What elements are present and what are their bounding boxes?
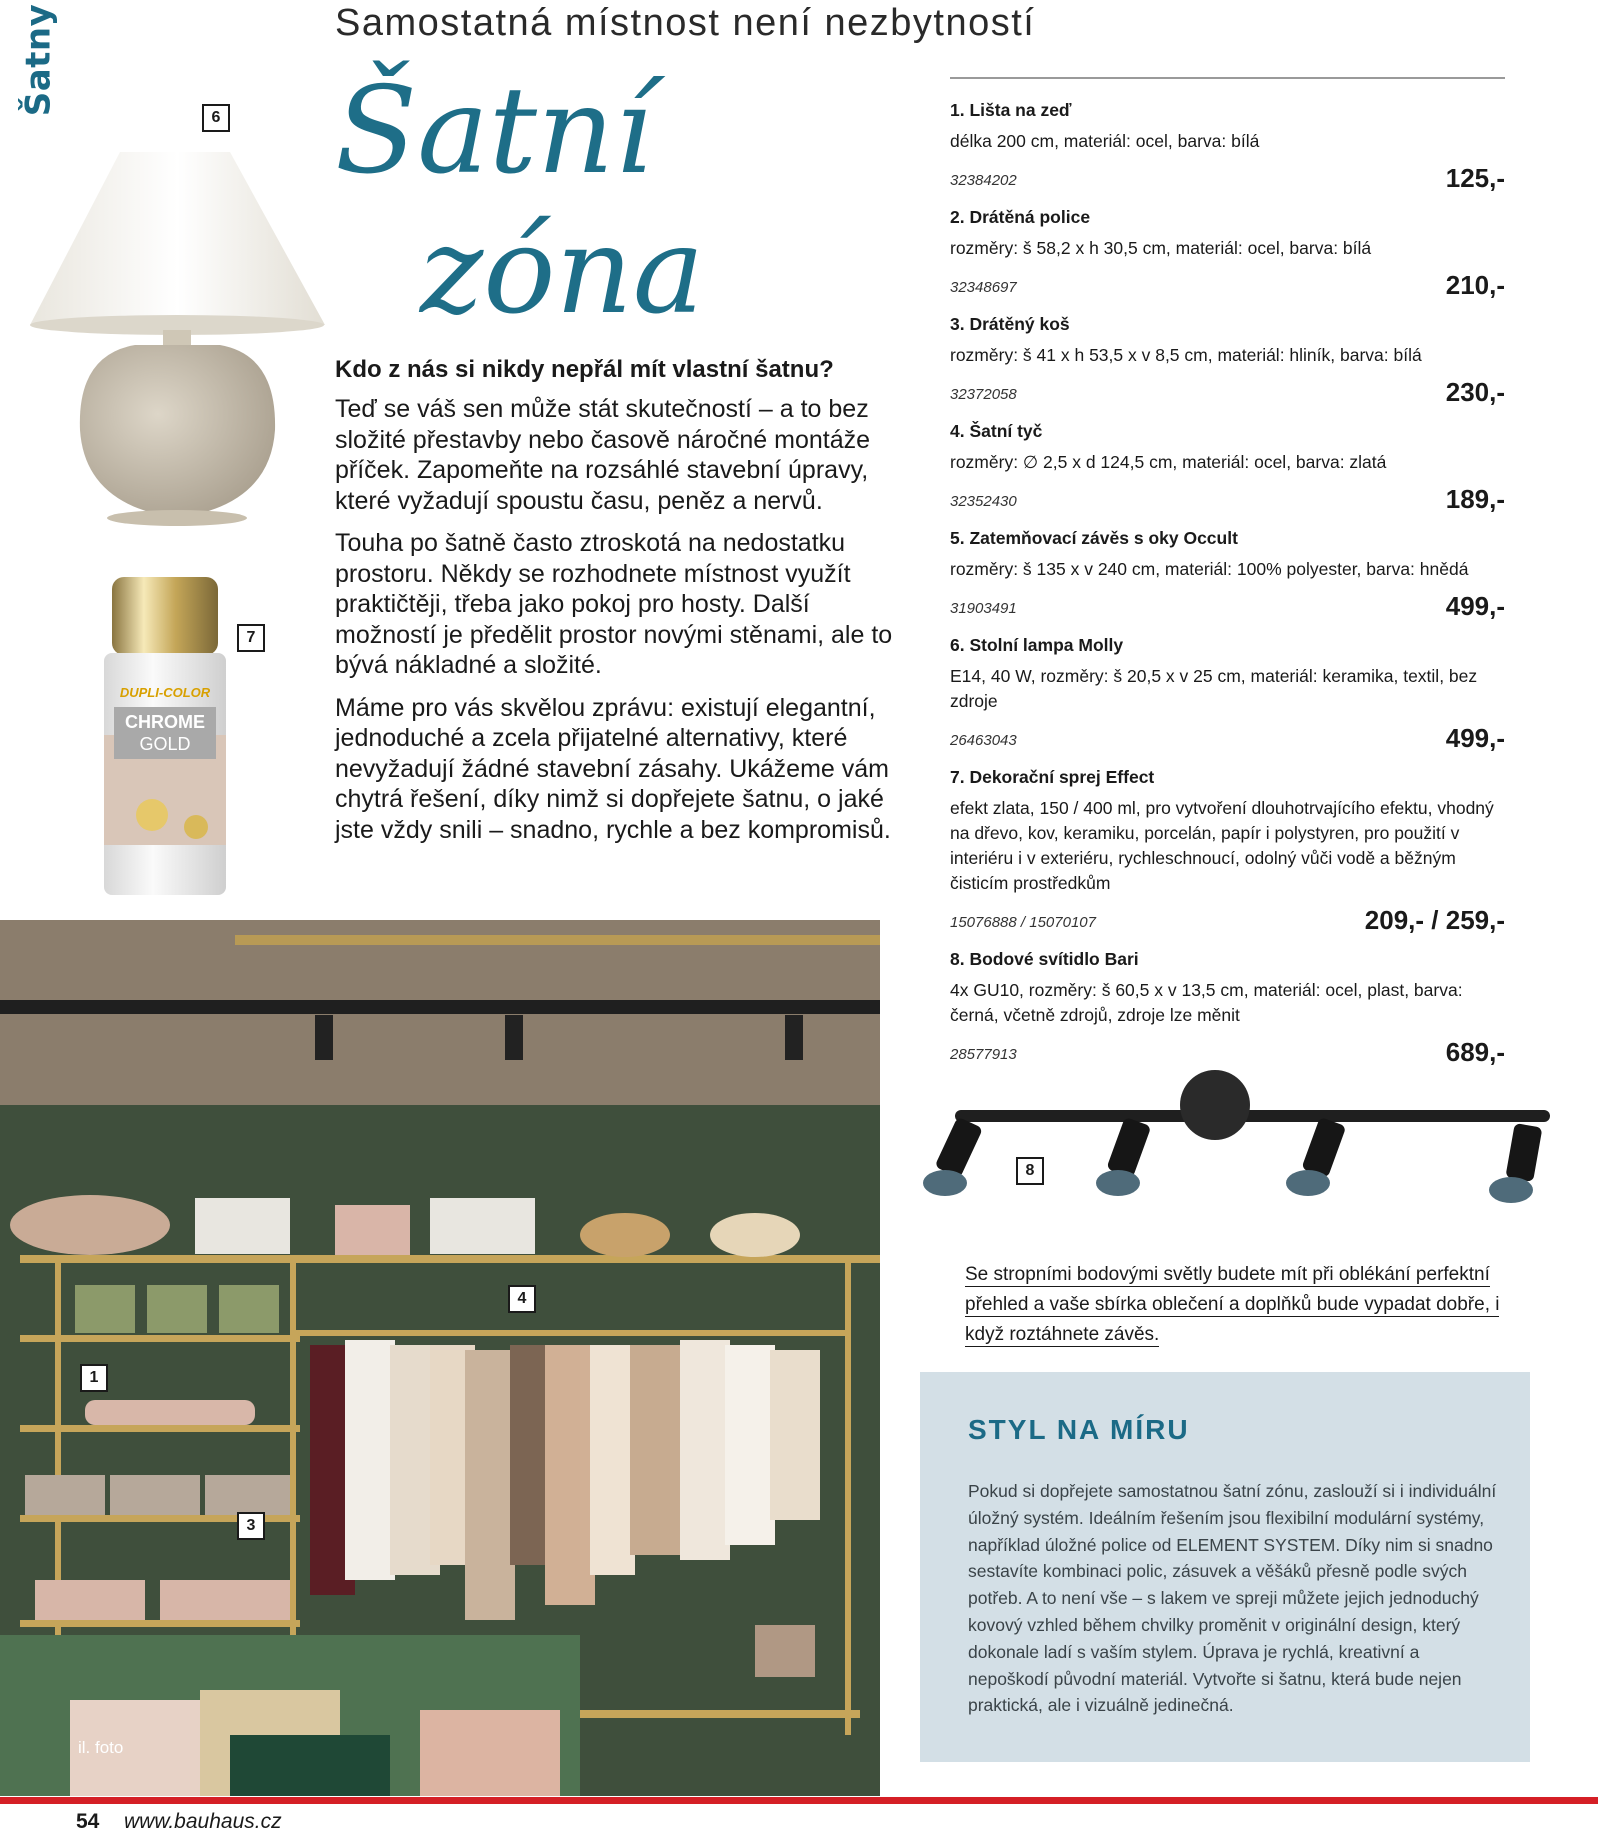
style-box-text: Pokud si dopřejete samostatnou šatní zónu, zaslouží si i individuální úložný systém. Ideálním řešením jsou flexibilní modulární systémy, například úložné police od ELEMENT SYSTEM. Díky nim si snadno sestavíte kombinaci polic, zásuvek a věšáků přesně podle svých potřeb. A to není vše – s lakem ve spreji můžete jejich jednoduchý kovový vzhled během chvilky proměnit v originální design, který dokonale ladí s vaším stylem. Úprava je rychlá, kreativní a nepoškodí původní materiál. Vytvořte si šatnu, která bude nejen praktická, ale i vizuálně jedinečná. [968,1481,1497,1716]
marker-7: 7 [237,624,265,652]
intro-paragraph-1: Teď se váš sen může stát skutečností – a to bez složité přestavby nebo časově náročné montáže příček. Zapomeňte na rozsáhlé stavební úpravy, které vyžadují spoustu času, peněz a nervů. [335,395,871,515]
photo-credit: il. foto [78,1738,124,1757]
intro-paragraph-2: Touha po šatně často ztroskotá na nedostatku prostoru. Někdy se rozhodnete místnost využít praktičtěji, třeba jako pokoj pro hosty. Další možností je předělit prostor novými stěnami, ale to bývá nákladné a složité. [335,529,893,679]
product-item [950,528,1505,622]
marker-1: 1 [80,1364,108,1392]
product-price: 189,- [1445,484,1505,514]
product-price: 689,- [1445,1037,1505,1067]
product-code: 26463043 [950,732,1017,749]
product-description: rozměry: š 135 x v 240 cm, materiál: 100% polyester, barva: hnědá [950,559,1469,579]
product-description: rozměry: š 58,2 x h 30,5 cm, materiál: ocel, barva: bílá [950,238,1372,258]
product-price: 209,- / 259,- [1364,905,1505,935]
product-code: 32372058 [950,386,1017,403]
product-list [950,100,1505,1081]
product-code: 31903491 [950,600,1017,617]
product-name: 2. Drátěná police [950,207,1091,227]
spray-brand: DUPLI-COLOR [119,685,211,700]
product-item [950,635,1505,754]
product-name: 3. Drátěný koš [950,314,1070,334]
wardrobe-photo [0,920,880,1796]
table-lamp-image [25,140,330,540]
product-description: délka 200 cm, materiál: ocel, barva: bílá [950,131,1260,151]
product-name: 7. Dekorační sprej Effect [950,767,1155,787]
lighting-caption: Se stropními bodovými světly budete mít při oblékání perfektní přehled a vaše sbírka oblečení a doplňků bude vypadat dobře, i když roztáhnete závěs. [965,1264,1500,1345]
intro-text [335,356,895,857]
product-price: 230,- [1445,377,1505,407]
divider [950,77,1505,79]
product-price: 125,- [1445,163,1505,193]
style-info-box [920,1372,1530,1762]
product-name: 6. Stolní lampa Molly [950,635,1124,655]
product-code: 32352430 [950,493,1017,510]
product-name: 1. Lišta na zeď [950,100,1072,120]
product-item [950,421,1505,515]
spray-can-image [100,575,230,900]
footer-bar [0,1797,1598,1804]
product-item [950,100,1505,194]
spray-label-line1: CHROME [125,712,205,732]
product-name: 8. Bodové svítidlo Bari [950,949,1139,969]
product-description: efekt zlata, 150 / 400 ml, pro vytvoření dlouhotrvajícího efektu, vhodný na dřevo, kov, keramiku, porcelán, papír i polystyren, pro použití v interiéru i v exteriéru, rychleschnoucí, odolný vůči vodě a běžným čisticím prostředkům [950,798,1494,893]
marker-6: 6 [202,104,230,132]
page-number: 54 [76,1810,100,1833]
product-description: rozměry: ∅ 2,5 x d 124,5 cm, materiál: ocel, barva: zlatá [950,452,1387,472]
product-price: 499,- [1445,723,1505,753]
product-price: 210,- [1445,270,1505,300]
marker-8: 8 [1016,1157,1044,1185]
marker-3: 3 [237,1512,265,1540]
product-code: 15076888 / 15070107 [950,914,1096,931]
product-description: 4x GU10, rozměry: š 60,5 x v 13,5 cm, materiál: ocel, plast, barva: černá, včetně zdrojů, zdroje lze měnit [950,980,1463,1025]
spray-label-line2: GOLD [139,734,191,754]
product-item [950,207,1505,301]
product-code: 28577913 [950,1046,1017,1063]
footer-url-link[interactable]: www.bauhaus.cz [124,1810,282,1833]
spotlight-bar-image [915,1065,1555,1225]
intro-heading: Kdo z nás si nikdy nepřál mít vlastní šatnu? [335,356,834,383]
product-code: 32348697 [950,279,1017,296]
product-item [950,314,1505,408]
product-price: 499,- [1445,591,1505,621]
page-title-line2: zóna [420,202,705,341]
product-name: 5. Zatemňovací závěs s oky Occult [950,528,1238,548]
section-label: Šatny [18,3,58,117]
product-name: 4. Šatní tyč [950,421,1043,441]
style-box-heading: STYL NA MÍRU [968,1414,1190,1445]
product-item [950,767,1505,936]
page-kicker: Samostatná místnost není nezbytností [335,2,1036,44]
product-description: rozměry: š 41 x h 53,5 x v 8,5 cm, materiál: hliník, barva: bílá [950,345,1422,365]
product-code: 32384202 [950,172,1017,189]
product-item [950,949,1505,1068]
intro-paragraph-3: Máme pro vás skvělou zprávu: existují elegantní, jednoduché a zcela přijatelné alternativy, které nevyžadují žádné stavební zásahy. Ukážeme vám chytrá řešení, díky nimž si dopřejete šatnu, o jaké jste vždy snili – snadno, rychle a bez kompromisů. [335,693,891,844]
page-title-line1: Šatní [335,62,653,201]
marker-4: 4 [508,1285,536,1313]
product-description: E14, 40 W, rozměry: š 20,5 x v 25 cm, materiál: keramika, textil, bez zdroje [950,666,1478,711]
